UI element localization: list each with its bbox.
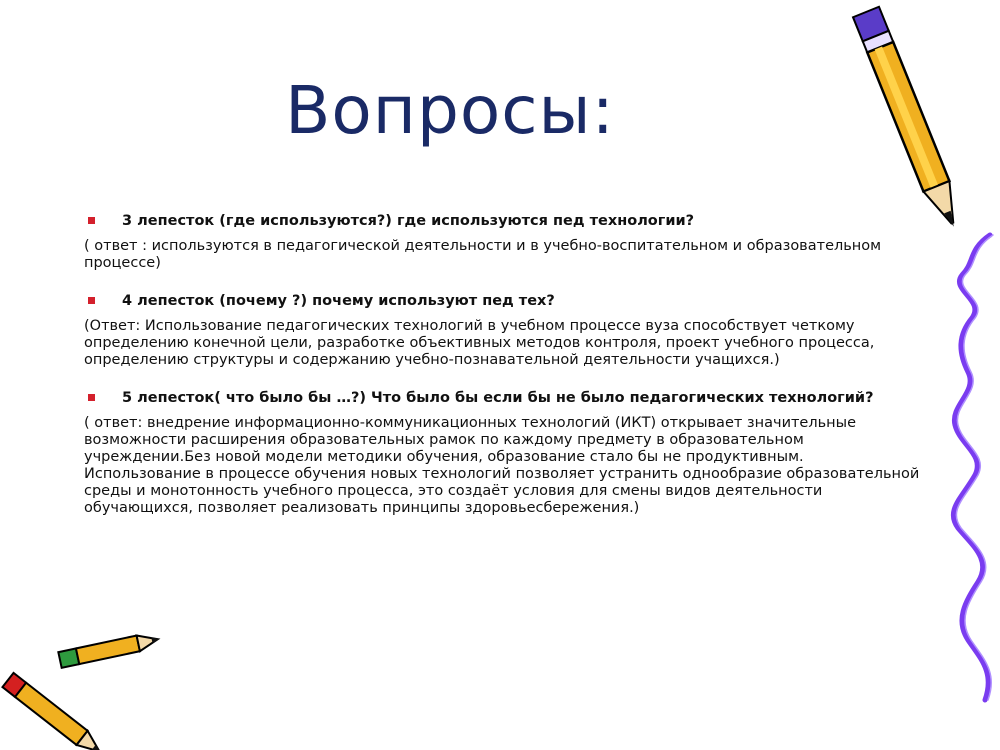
list-item: [84, 212, 924, 272]
answer-text: (Ответ: Использование педагогических технологий в учебном процессе вуза способствует четкому определению конечной цели, разработке объективных методов контроля, проект учебного процесса, определению структуры и содержанию учебно-познавательной деятельности учащихся.): [84, 318, 875, 368]
list-item: [84, 292, 924, 369]
content-list: [84, 212, 924, 535]
answer-text: ( ответ : используются в педагогической деятельности и в учебно-воспитательном и образовательном процессе): [84, 238, 882, 271]
question-text: 3 лепесток (где используются?) где используются пед технологии?: [122, 213, 695, 229]
answer-text: ( ответ: внедрение информационно-коммуникационных технологий (ИКТ) открывает значительные возможности расширения образовательных рамок по каждому предмету в образовательном учреждении.Без новой модели методики обучения, образование стало бы не продуктивным. Использование в процессе обучения новых технологий позволяет устранить однообразие образовательной среды и монотонность учебного процесса, это создаёт условия для смены видов деятельности обучающихся, позволяет реализовать принципы здоровьесбережения.): [84, 415, 920, 516]
question: [84, 292, 924, 311]
slide-title: Вопросы:: [285, 72, 615, 149]
question: [84, 212, 924, 231]
question: [84, 389, 924, 408]
bullet-icon: [88, 394, 95, 401]
question-text: 4 лепесток (почему ?) почему используют пед тех?: [122, 293, 555, 309]
bullet-icon: [88, 217, 95, 224]
question-text: 5 лепесток( что было бы …?) Что было бы если бы не было педагогических технологий?: [122, 390, 874, 406]
list-item: [84, 389, 924, 517]
bullet-icon: [88, 297, 95, 304]
